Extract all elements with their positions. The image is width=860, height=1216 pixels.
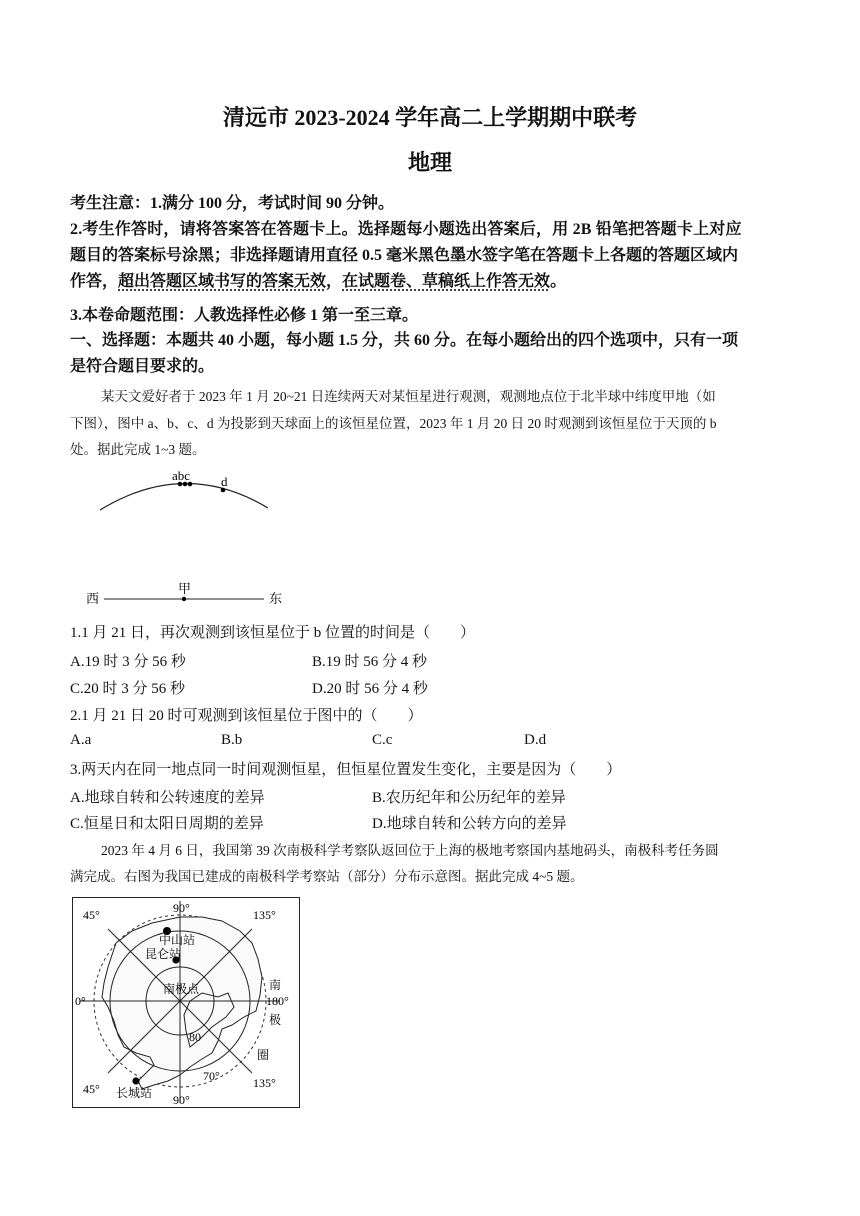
question-1-option-a: A.19 时 3 分 56 秒 — [70, 654, 186, 670]
exam-title: 清远市 2023-2024 学年高二上学期期中联考 — [222, 105, 638, 130]
question-3-option-b: B.农历纪年和公历纪年的差异 — [372, 790, 566, 806]
label-lon-0: 0° — [75, 994, 86, 1008]
note-2a: 2.考生作答时，请将答案答在答题卡上。选择题每小题选出答案后，用 2B 铅笔把答题卡上对应 — [70, 221, 742, 238]
label-lat-70: 70° — [203, 1069, 220, 1083]
note-2c-emphasis-2: 在试题卷、草稿纸上作答无效 — [342, 273, 551, 290]
label-lat-80: 80 — [189, 1030, 201, 1044]
section-1-heading-a: 一、选择题：本题共 40 小题，每小题 1.5 分，共 60 分。在每小题给出的四个选项中，只有一项 — [70, 332, 739, 349]
celestial-arc — [100, 483, 268, 510]
label-circle-1: 南 — [269, 978, 282, 992]
question-3-option-a: A.地球自转和公转速度的差异 — [70, 790, 265, 806]
passage-1-line-2: 下图），图中 a、b、c、d 为投影到天球面上的该恒星位置，2023 年 1 月 20 日 20 时观测到该恒星位于天顶的 b — [70, 416, 717, 431]
label-kunlun-station: 昆仑站 — [145, 947, 182, 961]
question-2-option-c: C.c — [372, 732, 393, 748]
question-3-option-d: D.地球自转和公转方向的差异 — [372, 816, 567, 832]
label-lon-45-top: 45° — [83, 908, 100, 922]
label-abc: abc — [172, 468, 191, 483]
celestial-observation-figure — [80, 466, 290, 606]
label-lon-90-bottom: 90° — [173, 1093, 190, 1107]
passage-1-line-3: 处。据此完成 1~3 题。 — [70, 442, 206, 457]
question-2-option-d: D.d — [524, 732, 547, 748]
question-3-option-c: C.恒星日和太阳日周期的差异 — [70, 816, 264, 832]
question-1-option-c: C.20 时 3 分 56 秒 — [70, 681, 186, 697]
question-2-option-b: B.b — [221, 732, 243, 748]
label-d: d — [221, 474, 228, 489]
question-1-option-b: B.19 时 56 分 4 秒 — [312, 654, 428, 670]
label-lon-45-bottom: 45° — [83, 1082, 100, 1096]
label-circle-2: 极 — [269, 1013, 282, 1027]
note-1: 考生注意：1.满分 100 分，考试时间 90 分钟。 — [70, 195, 395, 212]
section-1-heading-b: 是符合题目要求的。 — [70, 358, 215, 375]
label-east: 东 — [269, 591, 283, 606]
question-1-stem: 1.1 月 21 日，再次观测到该恒星位于 b 位置的时间是（ ） — [70, 625, 476, 641]
label-lon-135-top: 135° — [253, 908, 276, 922]
label-jia: 甲 — [178, 581, 192, 596]
label-lon-135-bottom: 135° — [253, 1076, 276, 1090]
question-3-stem: 3.两天内在同一地点同一时间观测恒星，但恒星位置发生变化，主要是因为（ ） — [70, 762, 622, 778]
antarctic-stations-map — [72, 897, 300, 1108]
question-2-stem: 2.1 月 21 日 20 时可观测到该恒星位于图中的（ ） — [70, 708, 423, 724]
note-2c-emphasis-1: 超出答题区域书写的答案无效 — [118, 273, 327, 290]
label-greatwall-station: 长城站 — [116, 1086, 153, 1100]
note-2b: 题目的答案标号涂黑；非选择题请用直径 0.5 毫米黑色墨水签字笔在答题卡上各题的答题区域内 — [70, 247, 739, 264]
label-zhongshan-station: 中山站 — [159, 933, 196, 947]
label-lon-90-top: 90° — [173, 901, 190, 915]
label-lon-180: 180° — [266, 994, 289, 1008]
label-circle-3: 圈 — [257, 1048, 270, 1062]
question-1-option-d: D.20 时 56 分 4 秒 — [312, 681, 428, 697]
question-2-option-a: A.a — [70, 732, 92, 748]
note-2c-mid: ， — [326, 273, 343, 290]
greatwall-station-marker — [132, 1077, 139, 1084]
subject-title: 地理 — [407, 150, 452, 175]
label-west: 西 — [86, 591, 100, 606]
note-2c — [70, 268, 566, 291]
note-2c-end: 。 — [550, 273, 567, 290]
label-south-pole: 南极点 — [163, 982, 200, 996]
note-2c-pre: 作答， — [70, 273, 119, 290]
passage-2-line-1: 2023 年 4 月 6 日，我国第 39 次南极科学考察队返回位于上海的极地考察国内基地码头，南极科考任务圆 — [101, 843, 719, 858]
site-jia-point — [182, 597, 186, 601]
passage-1-line-1: 某天文爱好者于 2023 年 1 月 20~21 日连续两天对某恒星进行观测，观测地点位于北半球中纬度甲地（如 — [101, 389, 716, 404]
note-3: 3.本卷命题范围：人教选择性必修 1 第一至三章。 — [70, 307, 419, 324]
passage-2-line-2: 满完成。右图为我国已建成的南极科学考察站（部分）分布示意图。据此完成 4~5 题。 — [70, 869, 584, 884]
